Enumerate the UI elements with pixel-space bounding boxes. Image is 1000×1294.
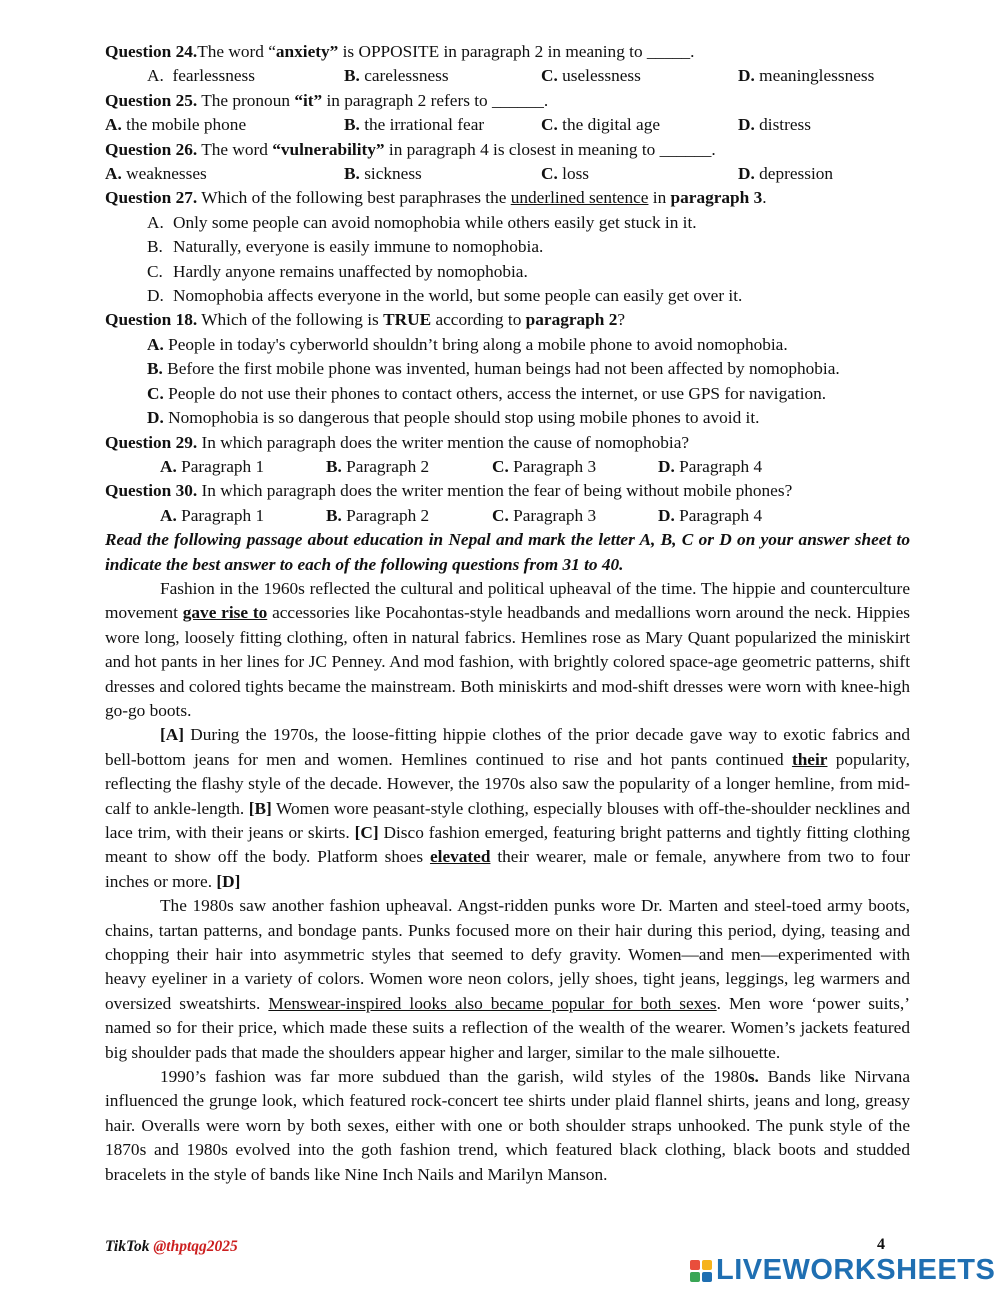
option-a[interactable]: A. the mobile phone: [105, 115, 247, 135]
options-26: [105, 162, 910, 186]
highlighted-word-elevated: elevated: [429, 847, 491, 867]
option-c[interactable]: C. Paragraph 3: [492, 456, 597, 476]
question-label: Question 30.: [105, 481, 198, 501]
option-a[interactable]: A. fearlessness: [147, 66, 255, 86]
option-b[interactable]: B. Before the first mobile phone was invented, human beings had not been affected by nomophobia.: [147, 359, 840, 379]
footer-tiktok: TikTok @thptqg2025: [105, 1238, 238, 1255]
insert-marker-a: [A]: [160, 725, 184, 745]
highlighted-word-their: their: [791, 749, 828, 769]
reading-instruction: Read the following passage about education in Nepal and mark the letter A, B, C or D on your answer sheet to indicate the best answer to each of the following questions from 31 to 40.: [105, 530, 910, 574]
question-label: Question 26.: [105, 139, 198, 159]
passage-paragraph-2: [A] During the 1970s, the loose-fitting hippie clothes of the prior decade gave way to exotic fabrics and bell-bottom jeans for men and women. Hemlines continued to rise and hot pants continued their popularity, reflecting the flashy style of the decade. However, the 1970s also saw the popularity of a longer hemline, from mid-calf to ankle-length. [B] Women wore peasant-style clothing, especially blouses with off-the-shoulder necklines and lace trim, with their jeans or skirts. [C] Disco fashion emerged, featuring bright patterns and tightly fitting clothing meant to show off the body. Platform shoes elevated their wearer, male or female, anywhere from two to four inches or more. [D]: [105, 725, 910, 891]
option-c[interactable]: C. loss: [541, 164, 590, 184]
question-25: Question 25. The pronoun “it” in paragraph 2 refers to ______.: [105, 90, 549, 110]
options-29: [105, 455, 910, 479]
page-number: 4: [877, 1236, 885, 1253]
options-30: [105, 504, 910, 528]
option-a[interactable]: A. Paragraph 1: [160, 456, 265, 476]
options-25: [105, 113, 910, 137]
option-d[interactable]: D. Paragraph 4: [658, 456, 763, 476]
option-b[interactable]: B. sickness: [344, 164, 422, 184]
option-c[interactable]: C. uselessness: [541, 66, 641, 86]
question-18: Question 18. Which of the following is TRUE according to paragraph 2?: [105, 310, 626, 330]
highlighted-phrase: gave rise to: [182, 603, 268, 623]
option-b[interactable]: B. Paragraph 2: [326, 456, 430, 476]
option-c[interactable]: C. Paragraph 3: [492, 505, 597, 525]
liveworksheets-logo: [690, 1254, 995, 1287]
option-d[interactable]: D. Nomophobia is so dangerous that people should stop using mobile phones to avoid it.: [147, 408, 760, 428]
liveworksheets-logo-icon: [690, 1260, 712, 1282]
option-b[interactable]: B. Paragraph 2: [326, 505, 430, 525]
worksheet-page: [105, 40, 910, 1187]
option-b[interactable]: B. the irrational fear: [344, 115, 485, 135]
question-label: Question 29.: [105, 432, 198, 452]
option-a[interactable]: A. People in today's cyberworld shouldn’t bring along a mobile phone to avoid nomophobia.: [147, 334, 788, 354]
question-label: Question 25.: [105, 90, 198, 110]
option-a[interactable]: A. Paragraph 1: [160, 505, 265, 525]
question-label: Question 24.: [105, 42, 198, 61]
insert-marker-c: [C]: [354, 823, 379, 842]
question-label: Question 18.: [105, 310, 198, 330]
option-c[interactable]: C. the digital age: [541, 115, 661, 135]
option-d[interactable]: D. Paragraph 4: [658, 505, 763, 525]
insert-marker-d: [D]: [216, 871, 241, 891]
options-24: [105, 64, 910, 88]
option-b[interactable]: B. Naturally, everyone is easily immune to nomophobia.: [147, 237, 544, 257]
question-26: Question 26. The word “vulnerability” in paragraph 4 is closest in meaning to ______.: [105, 139, 716, 159]
question-27: Question 27. Which of the following best paraphrases the underlined sentence in paragraph 3.: [105, 188, 767, 208]
option-d[interactable]: D. meaninglessness: [738, 66, 875, 86]
underlined-sentence: Menswear-inspired looks also became popular for both sexes: [268, 993, 717, 1013]
passage-paragraph-4: 1990’s fashion was far more subdued than the garish, wild styles of the 1980s. Bands like Nirvana influenced the grunge look, which featured rock-concert tee shirts under plaid flannel shirts, jeans and long, greasy hair. Overalls were worn by both sexes, either with one or both shoulder straps unhooked. The punk style of the 1870s and 1980s evolved into the goth fashion trend, which featured black clothing, black boots and studded bracelets in the style of bands like Nine Inch Nails and Marilyn Manson.: [105, 1067, 910, 1184]
question-30: Question 30. In which paragraph does the writer mention the fear of being without mobile phones?: [105, 481, 793, 501]
question-29: Question 29. In which paragraph does the writer mention the cause of nomophobia?: [105, 432, 690, 452]
option-c[interactable]: C. Hardly anyone remains unaffected by nomophobia.: [147, 261, 528, 281]
option-d[interactable]: D. Nomophobia affects everyone in the world, but some people can easily get over it.: [147, 286, 743, 306]
option-a[interactable]: A. weaknesses: [105, 164, 207, 184]
question-24: Question 24.The word “anxiety” is OPPOSITE in paragraph 2 in meaning to _____.: [105, 42, 695, 61]
option-a[interactable]: A. Only some people can avoid nomophobia while others easily get stuck in it.: [147, 212, 697, 232]
tiktok-handle[interactable]: @thptqg2025: [153, 1238, 238, 1255]
option-b[interactable]: B. carelessness: [344, 66, 449, 86]
insert-marker-b: [B]: [248, 798, 272, 818]
option-d[interactable]: D. depression: [738, 164, 834, 184]
option-d[interactable]: D. distress: [738, 115, 811, 135]
passage-paragraph-3: The 1980s saw another fashion upheaval. Angst-ridden punks wore Dr. Marten and steel-toed army boots, chains, tartan patterns, and bondage pants. Punks focused more on their hair during this period, dying, teasing and chopping their hair into asymmetric styles that seemed to defy gravity. Women—and men—experimented with heavy eyeliner in a variety of colors. Women wore neon colors, jelly shoes, tight jeans, leggings, leg warmers and oversized sweatshirts. Menswear-inspired looks also became popular for both sexes. Men wore ‘power suits,’ named so for their price, which made these suits a reflection of the wealth of the wearer. Women’s jackets featured big shoulder pads that made the shoulders appear higher and larger, similar to the male silhouette.: [105, 896, 910, 1062]
passage-paragraph-1: Fashion in the 1960s reflected the cultural and political upheaval of the time. The hippie and counterculture movement gave rise to accessories like Pocahontas-style headbands and medallions worn around the neck. Hippies wore long, loosely fitting clothing, often in natural fabrics. Hemlines rose as Mary Quant popularized the miniskirt and hot pants in her lines for JC Penney. And mod fashion, with brightly colored space-age geometric patterns, shift dresses and colored tights became the mainstream. Both miniskirts and mod-shift dresses were worn with knee-high go-go boots.: [105, 578, 910, 720]
option-c[interactable]: C. People do not use their phones to contact others, access the internet, or use GPS for navigation.: [147, 383, 827, 403]
question-label: Question 27.: [105, 188, 198, 208]
liveworksheets-brand-text: LIVEWORKSHEETS: [716, 1254, 996, 1286]
